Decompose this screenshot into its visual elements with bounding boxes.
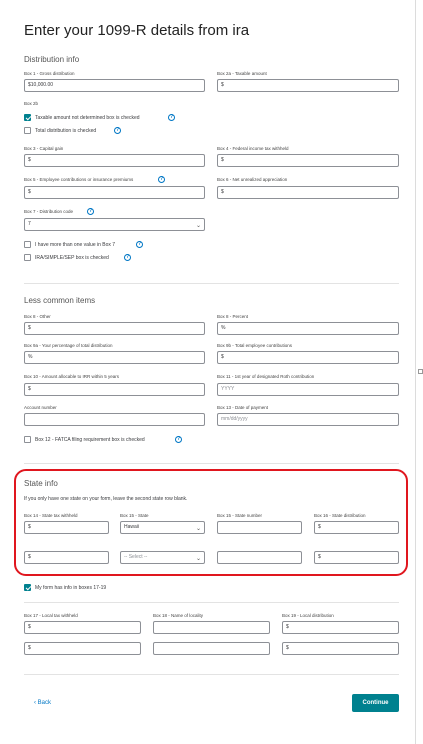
box15-value-row2: -- Select -- xyxy=(124,554,148,560)
boxes-17-19-label: My form has info in boxes 17-19 xyxy=(35,585,107,591)
total-distribution-checkbox[interactable] xyxy=(24,127,31,134)
box4-input[interactable]: $ xyxy=(217,154,399,167)
box8-input[interactable]: $ xyxy=(24,322,205,335)
box19-input-row2[interactable]: $ xyxy=(282,642,399,655)
box10-label: Box 10 - Amount allocable to IRR within 5 years xyxy=(24,374,120,379)
help-icon[interactable]: ? xyxy=(159,176,164,182)
boxes-17-19-checkbox[interactable] xyxy=(24,584,31,591)
box15-label: Box 15 - State xyxy=(120,513,149,518)
divider xyxy=(24,283,399,284)
box1-input[interactable]: $10,000.00 xyxy=(24,79,205,92)
continue-button[interactable]: Continue xyxy=(352,694,399,712)
box6-label: Box 6 - Net unrealized appreciation xyxy=(217,177,288,182)
box11-label: Box 11 - 1st year of designated Roth contribution xyxy=(217,374,315,379)
box16-input-row2[interactable]: $ xyxy=(314,551,399,564)
back-label: Back xyxy=(37,700,52,706)
fatca-checkbox[interactable] xyxy=(24,436,31,443)
section-state-heading: State info xyxy=(24,479,58,488)
box15-number-label: Box 15 - State number xyxy=(217,513,263,518)
account-number-label: Account number xyxy=(24,405,57,410)
box7-select[interactable] xyxy=(24,218,205,231)
help-icon[interactable]: ? xyxy=(137,241,142,247)
help-icon[interactable]: ? xyxy=(176,436,181,442)
box18-label: Box 18 - Name of locality xyxy=(153,613,204,618)
help-icon[interactable]: ? xyxy=(169,114,174,120)
box19-label: Box 19 - Local distribution xyxy=(282,613,334,618)
chevron-down-icon: ⌄ xyxy=(195,223,201,229)
box10-input[interactable]: $ xyxy=(24,383,205,396)
taxable-not-determined-checkbox[interactable] xyxy=(24,114,31,121)
box14-input-row2[interactable]: $ xyxy=(24,551,109,564)
box9a-input[interactable]: % xyxy=(24,351,205,364)
fatca-label: Box 12 - FATCA filing requirement box is checked xyxy=(35,437,145,443)
box8-percent-label: Box 8 - Percent xyxy=(217,314,249,319)
box9a-label: Box 9a - Your percentage of total distribution xyxy=(24,343,113,348)
box14-input-row1[interactable]: $ xyxy=(24,521,109,534)
highlight-annotation xyxy=(14,469,408,576)
box9b-label: Box 9b - Total employee contributions xyxy=(217,343,292,348)
multiple-box7-label: I have more than one value in Box 7 xyxy=(35,242,116,248)
box13-input[interactable]: mm/dd/yyyy xyxy=(217,413,399,426)
back-button[interactable] xyxy=(34,700,51,706)
help-icon[interactable]: ? xyxy=(115,127,120,133)
box1-label: Box 1 - Gross distribution xyxy=(24,71,75,76)
box2b-label: Box 2b xyxy=(24,101,39,106)
page-title: Enter your 1099-R details from ira xyxy=(24,22,250,39)
total-distribution-label: Total distribution is checked xyxy=(35,128,97,134)
box7-value: 7 xyxy=(28,221,31,227)
box5-label: Box 5 - Employee contributions or insurance premiums xyxy=(24,177,134,182)
box16-label: Box 16 - State distribution xyxy=(314,513,366,518)
box17-label: Box 17 - Local tax withheld xyxy=(24,613,78,618)
box14-label: Box 14 - State tax withheld xyxy=(24,513,78,518)
box11-input[interactable]: YYYY xyxy=(217,383,399,396)
box2a-input[interactable]: $ xyxy=(217,79,399,92)
box15-value-row1: Hawaii xyxy=(124,524,140,530)
chevron-down-icon: ⌄ xyxy=(195,526,201,532)
help-icon[interactable]: ? xyxy=(125,254,130,260)
resize-handle[interactable] xyxy=(418,369,423,374)
box16-input-row1[interactable]: $ xyxy=(314,521,399,534)
ira-sep-checkbox[interactable] xyxy=(24,254,31,261)
box19-input-row1[interactable]: $ xyxy=(282,621,399,634)
box18-input-row2[interactable] xyxy=(153,642,270,655)
box17-input-row2[interactable]: $ xyxy=(24,642,141,655)
box17-input-row1[interactable]: $ xyxy=(24,621,141,634)
help-icon[interactable]: ? xyxy=(88,208,93,214)
box2a-label: Box 2a - Taxable amount xyxy=(217,71,267,76)
box7-label: Box 7 - Distribution code xyxy=(24,209,74,214)
box3-label: Box 3 - Capital gain xyxy=(24,146,64,151)
box8-label: Box 8 - Other xyxy=(24,314,51,319)
divider xyxy=(24,602,399,603)
divider xyxy=(24,674,399,675)
box8-percent-input[interactable]: % xyxy=(217,322,399,335)
box6-input[interactable]: $ xyxy=(217,186,399,199)
section-distribution-heading: Distribution info xyxy=(24,55,80,64)
section-less-common-heading: Less common items xyxy=(24,296,96,305)
multiple-box7-checkbox[interactable] xyxy=(24,241,31,248)
chevron-down-icon: ⌄ xyxy=(195,556,201,562)
box9b-input[interactable]: $ xyxy=(217,351,399,364)
chevron-left-icon: ‹ xyxy=(34,700,38,706)
ira-sep-label: IRA/SIMPLE/SEP box is checked xyxy=(35,255,109,261)
box5-input[interactable]: $ xyxy=(24,186,205,199)
state-note: If you only have one state on your form, leave the second state row blank. xyxy=(24,496,188,502)
taxable-not-determined-label: Taxable amount not determined box is checked xyxy=(35,115,140,121)
box4-label: Box 4 - Federal income tax withheld xyxy=(217,146,289,151)
divider xyxy=(24,463,399,464)
account-number-input[interactable] xyxy=(24,413,205,426)
box18-input-row1[interactable] xyxy=(153,621,270,634)
box13-label: Box 13 - Date of payment xyxy=(217,405,269,410)
box3-input[interactable]: $ xyxy=(24,154,205,167)
